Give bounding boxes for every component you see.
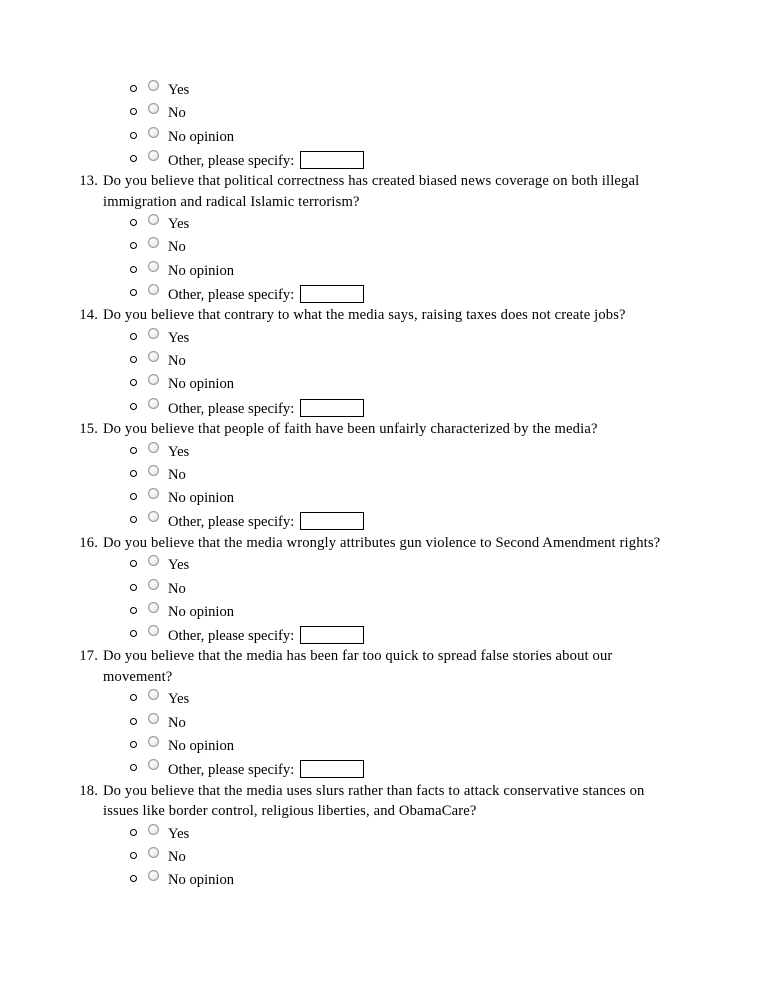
list-bullet-icon [130,553,148,576]
radio-button-icon[interactable] [148,759,159,770]
other-specify-input[interactable] [300,626,364,644]
question-line [72,305,696,326]
radio-button-icon[interactable] [148,870,159,881]
question-line [72,781,696,822]
option-row[interactable] [72,734,696,757]
option-label: Other, please specify: [168,628,295,645]
list-bullet-icon [130,868,148,891]
radio-button-icon[interactable] [148,736,159,747]
option-row[interactable] [72,687,696,710]
option-label: Other, please specify: [168,762,295,779]
option-label: No opinion [168,872,235,889]
option-label: No [168,580,186,597]
other-specify-input[interactable] [300,760,364,778]
list-bullet-icon [130,577,148,600]
option-label: Yes [168,691,190,708]
list-bullet-icon [130,396,148,419]
list-bullet-icon [130,486,148,509]
question-block [72,305,696,419]
option-label: Other, please specify: [168,400,295,417]
option-label: No [168,353,186,370]
option-row[interactable] [72,553,696,576]
radio-button-icon[interactable] [148,103,159,114]
radio-button-icon[interactable] [148,689,159,700]
list-bullet-icon [130,757,148,780]
list-bullet-icon [130,125,148,148]
question-line [72,533,696,554]
option-row[interactable] [72,623,696,646]
question-number: 15. [79,421,98,438]
question-text: Do you believe that people of faith have been unfairly characterized by the media? [103,421,598,438]
option-row[interactable] [72,396,696,419]
option-label: Other, please specify: [168,152,295,169]
list-bullet-icon [130,711,148,734]
question-line [72,419,696,440]
option-label: No opinion [168,262,235,279]
list-bullet-icon [130,235,148,258]
list-bullet-icon [130,282,148,305]
radio-button-icon[interactable] [148,351,159,362]
radio-button-icon[interactable] [148,488,159,499]
radio-button-icon[interactable] [148,847,159,858]
radio-button-icon[interactable] [148,150,159,161]
option-label: Yes [168,82,190,98]
option-label: Other, please specify: [168,514,295,531]
option-row[interactable] [72,326,696,349]
option-row[interactable] [72,711,696,734]
question-number: 18. [79,782,98,799]
question-text: Do you believe that the media uses slurs rather than facts to attack conservative stances on issues like border control, religious liberties, and ObamaCare? [103,782,645,820]
option-label: No opinion [168,738,235,755]
option-row[interactable] [72,868,696,891]
question-line [72,171,696,212]
radio-button-icon[interactable] [148,127,159,138]
option-row[interactable] [72,259,696,282]
option-label: Yes [168,825,190,842]
radio-button-icon[interactable] [148,284,159,295]
option-row[interactable] [72,440,696,463]
other-specify-input[interactable] [300,399,364,417]
option-label: No opinion [168,490,235,507]
option-row[interactable] [72,822,696,845]
question-text: Do you believe that contrary to what the media says, raising taxes does not create jobs? [103,307,626,324]
other-specify-input[interactable] [300,285,364,303]
survey-content [72,78,696,892]
radio-button-icon[interactable] [148,579,159,590]
list-bullet-icon [130,101,148,124]
radio-button-icon[interactable] [148,625,159,636]
radio-button-icon[interactable] [148,465,159,476]
question-number: 13. [79,173,98,190]
option-row[interactable] [72,600,696,623]
list-bullet-icon [130,463,148,486]
option-row[interactable] [72,282,696,305]
radio-button-icon[interactable] [148,328,159,339]
option-label: No opinion [168,603,235,620]
options-list [72,822,696,892]
option-row[interactable] [72,463,696,486]
option-row[interactable] [72,509,696,532]
question-block [72,171,696,305]
radio-button-icon[interactable] [148,214,159,225]
radio-button-icon[interactable] [148,824,159,835]
question-block [72,646,696,780]
radio-button-icon[interactable] [148,511,159,522]
option-label: No [168,466,186,483]
list-bullet-icon [130,845,148,868]
option-label: No [168,848,186,865]
question-number: 14. [79,307,98,324]
list-bullet-icon [130,623,148,646]
list-bullet-icon [130,326,148,349]
list-bullet-icon [130,78,148,101]
question-text: Do you believe that political correctness has created biased news coverage on both illegal immigration and radical Islamic terrorism? [103,173,640,210]
radio-button-icon[interactable] [148,261,159,272]
option-row[interactable] [72,757,696,780]
radio-button-icon[interactable] [148,602,159,613]
option-label: Yes [168,329,190,346]
other-specify-input[interactable] [300,512,364,530]
options-list [72,440,696,533]
option-label: Yes [168,557,190,574]
option-label: Yes [168,216,190,233]
radio-button-icon[interactable] [148,374,159,385]
radio-button-icon[interactable] [148,555,159,566]
radio-button-icon[interactable] [148,713,159,724]
other-specify-input[interactable] [300,151,364,169]
list-bullet-icon [130,440,148,463]
option-row[interactable] [72,577,696,600]
question-number: 16. [79,534,98,551]
list-bullet-icon [130,687,148,710]
question-line [72,646,696,687]
option-row[interactable] [72,349,696,372]
question-number: 17. [79,648,98,665]
option-row[interactable] [72,212,696,235]
option-label: Other, please specify: [168,287,295,304]
option-label: No [168,239,186,256]
option-row[interactable] [72,372,696,395]
radio-button-icon[interactable] [148,398,159,409]
option-label: No [168,714,186,731]
option-label: No [168,105,186,122]
radio-button-icon[interactable] [148,442,159,453]
option-row[interactable] [72,235,696,258]
list-bullet-icon [130,509,148,532]
list-bullet-icon [130,212,148,235]
options-list [72,212,696,305]
option-row[interactable] [72,845,696,868]
list-bullet-icon [130,259,148,282]
carryover-options-list [72,78,696,171]
option-row[interactable] [72,486,696,509]
radio-button-icon[interactable] [148,237,159,248]
list-bullet-icon [130,349,148,372]
option-row[interactable] [72,101,696,124]
options-list [72,687,696,780]
list-bullet-icon [130,734,148,757]
question-text: Do you believe that the media has been far too quick to spread false stories about our movement? [103,648,613,685]
radio-button-icon[interactable] [148,80,159,91]
list-bullet-icon [130,600,148,623]
option-row[interactable] [72,78,696,101]
list-bullet-icon [130,148,148,171]
option-label: No opinion [168,128,235,145]
list-bullet-icon [130,372,148,395]
question-text: Do you believe that the media wrongly attributes gun violence to Second Amendment rights? [103,534,661,551]
question-block [72,419,696,533]
option-row[interactable] [72,125,696,148]
option-row[interactable] [72,148,696,171]
question-block [72,781,696,892]
question-block [72,533,696,647]
list-bullet-icon [130,822,148,845]
options-list [72,553,696,646]
option-label: No opinion [168,376,235,393]
options-list [72,326,696,419]
option-label: Yes [168,443,190,460]
